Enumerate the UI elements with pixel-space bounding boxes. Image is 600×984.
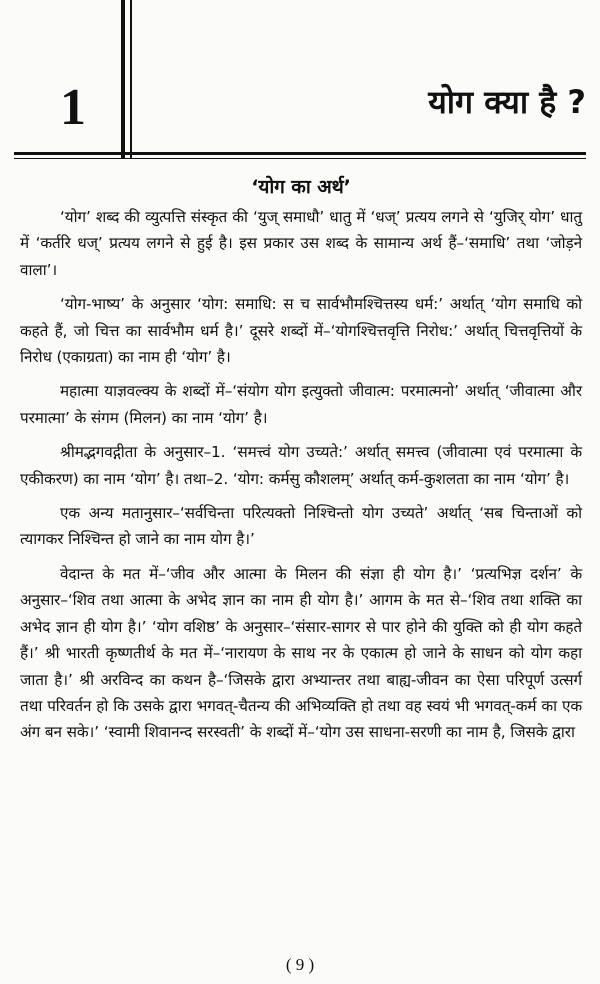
chapter-number: 1 <box>60 79 86 136</box>
paragraph-yoga-bhashya: ‘योग-भाष्य’ के अनुसार ‘योग: समाधि: स च सार्वभौमश्चित्तस्य धर्म:’ अर्थात् ‘योग समाधि को कहते हैं, जो चित्त का सार्वभौम धर्म है।’ दूसरे शब्दों में–‘योगश्चित्तवृत्ति निरोध:’ अर्थात् चित्तवृत्तियों के निरोध (एकाग्रता) का नाम ही ‘योग’ है। <box>20 295 582 367</box>
chapter-header <box>0 0 600 168</box>
page-body <box>20 172 582 746</box>
chapter-title: योग क्या है ? <box>428 83 586 121</box>
header-vertical-rule-thin <box>130 0 132 158</box>
page-number: ( 9 ) <box>285 955 315 974</box>
paragraph-other-opinion: एक अन्य मतानुसार–‘सर्वचिन्ता परित्यक्तो निश्चिन्तो योग उच्यते’ अर्थात् ‘सब चिन्ताओं को त्यागकर निश्चिन्त हो जाने का नाम योग है।’ <box>20 504 582 549</box>
header-vertical-rule-thick <box>121 0 125 158</box>
header-rule-thick <box>14 152 586 155</box>
paragraph-vedanta: वेदान्त के मत में–‘जीव और आत्मा के मिलन की संज्ञा ही योग है।’ ‘प्रत्यभिज्ञ दर्शन’ के अनुसार–‘शिव तथा आत्मा के अभेद ज्ञान का नाम ही योग है।’ आगम के मत से–‘शिव तथा शक्ति का अभेद ज्ञान ही योग है।’ ‘योग वशिष्ठ’ के अनुसार–‘संसार-सागर से पार होने की युक्ति को ही योग कहते हैं।’ श्री भारती कृष्णतीर्थ के मत में–‘नारायण के साथ नर के एकात्म हो जाने के साधन को योग कहा जाता है।’ श्री अरविन्द का कथन है–‘जिसके द्वारा अभ्यान्तर तथा बाह्य-जीवन का ऐसा परिपूर्ण उत्सर्ग तथा परिवर्तन हो कि उसके द्वारा भगवत्-चैतन्य की अभिव्यक्ति हो तथा वह स्वयं भी भगवत्-कर्म का एक अंग बन सके।’ ‘स्वामी शिवानन्द सरस्वती’ के शब्दों में–‘योग उस साधना-सरणी का नाम है, जिसके द्वारा <box>20 564 582 742</box>
paragraph-bhagavad-gita: श्रीमद्भगवद्गीता के अनुसार–1. ‘समत्त्वं योग उच्यते:’ अर्थात् समत्त्व (जीवात्मा एवं परमात्मा के एकीकरण) का नाम ‘योग’ है। तथा–2. ‘योग: कर्मसु कौशलम्’ अर्थात् कर्म-कुशलता का नाम ‘योग’ है। <box>20 443 582 488</box>
header-rule-thin <box>14 158 586 159</box>
section-title: ‘योग का अर्थ’ <box>251 176 351 198</box>
paragraph-yajnavalkya: महात्मा याज्ञवल्क्य के शब्दों में–‘संयोग योग इत्युक्तो जीवात्म: परमात्मनो’ अर्थात् ‘जीवात्मा और परमात्मा’ के संगम (मिलन) का नाम ‘योग’ है। <box>20 382 582 427</box>
paragraph-etymology: ‘योग’ शब्द की व्युत्पत्ति संस्कृत की ‘युज् समाधौ’ धातु में ‘धज्’ प्रत्यय लगने से ‘युजिर् योग’ धातु में ‘कर्तरि धज्’ प्रत्यय लगने से हुई है। इस प्रकार उस शब्द के सामान्य अर्थ हैं–‘समाधि’ तथा ‘जोड़ने वाला’। <box>20 208 582 279</box>
